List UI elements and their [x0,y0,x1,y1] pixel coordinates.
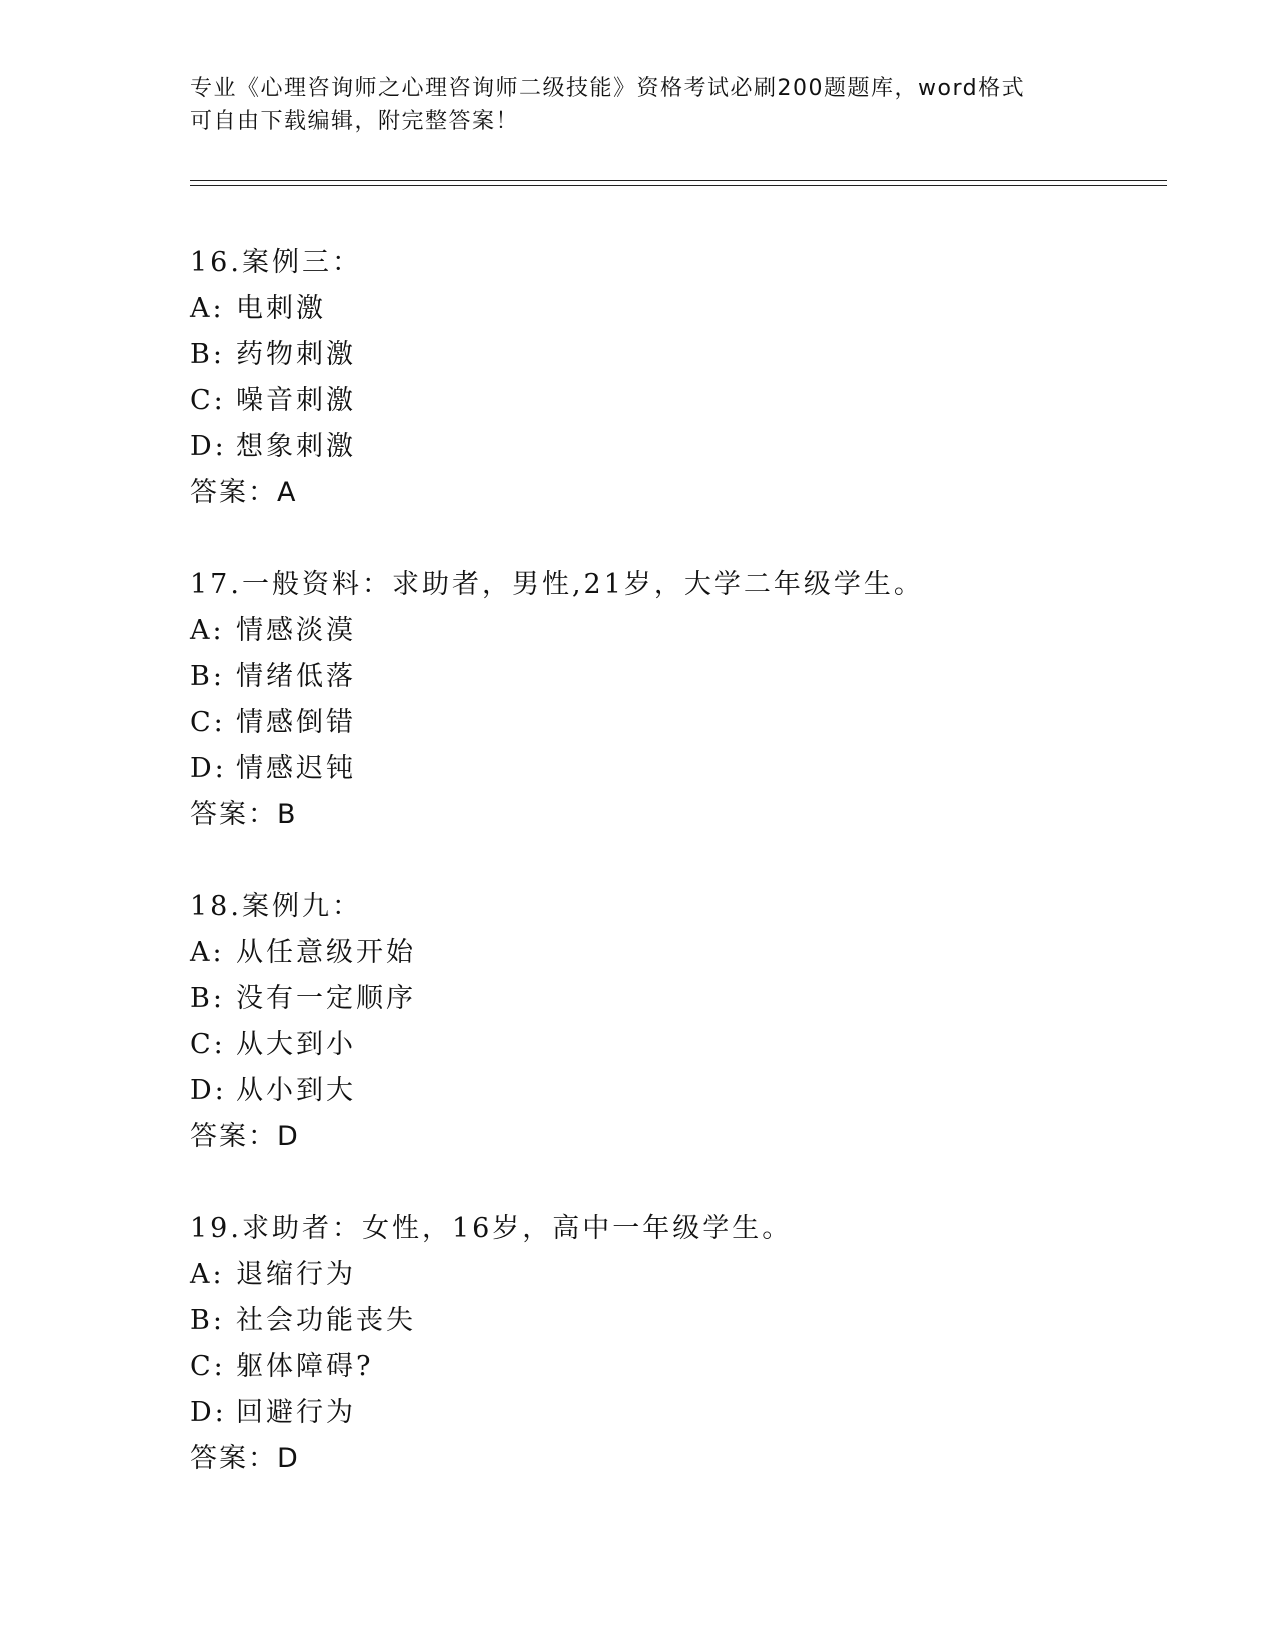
option-text: 社会功能丧失 [236,1305,416,1336]
option-text: 回避行为 [236,1397,356,1428]
header-line-2: 可自由下载编辑，附完整答案！ [190,109,520,134]
option-letter: B: [190,661,225,692]
question-number: 19. [190,1213,242,1244]
option-text: 从任意级开始 [236,937,416,968]
option-letter: B: [190,339,225,370]
option-letter: B: [190,1305,225,1336]
option-letter: A: [190,1259,225,1290]
option-text: 退缩行为 [236,1259,356,1290]
option-a [190,930,1150,976]
option-letter: C: [190,1029,226,1060]
option-letter: D: [190,431,227,462]
question-stem [190,884,1150,930]
option-d [190,424,1150,470]
option-text: 想象刺激 [236,431,356,462]
option-text: 情感倒错 [236,707,356,738]
question-text: 案例九： [241,891,362,922]
option-d [190,1068,1150,1114]
question-18 [190,884,1150,1160]
option-c [190,1344,1150,1390]
option-letter: D: [190,1075,227,1106]
question-stem [190,240,1150,286]
option-a [190,1252,1150,1298]
option-text: 噪音刺激 [236,385,356,416]
option-letter: B: [190,983,225,1014]
option-text: 电刺激 [236,293,326,324]
option-d [190,746,1150,792]
document-header [190,72,1090,138]
option-letter: D: [190,753,227,784]
answer-line: 答案：D [190,1443,300,1474]
option-letter: C: [190,385,226,416]
option-letter: A: [190,937,225,968]
option-b [190,654,1150,700]
option-letter: A: [190,615,225,646]
answer-line: 答案：A [190,477,298,508]
option-text: 药物刺激 [236,339,356,370]
question-19 [190,1206,1150,1482]
question-text: 案例三： [241,247,362,278]
option-text: 情感迟钝 [236,753,356,784]
question-list [190,240,1150,1528]
option-text: 情绪低落 [236,661,356,692]
question-16 [190,240,1150,516]
option-text: 从小到大 [236,1075,356,1106]
option-b [190,976,1150,1022]
option-letter: C: [190,1351,226,1382]
question-17 [190,562,1150,838]
header-divider-bottom [190,185,1167,186]
option-c [190,378,1150,424]
answer-line: 答案：B [190,799,298,830]
header-divider-top [190,180,1167,181]
option-text: 没有一定顺序 [236,983,416,1014]
option-text: 情感淡漠 [236,615,356,646]
question-stem [190,562,1150,608]
question-number: 18. [190,891,242,922]
option-letter: D: [190,1397,227,1428]
option-letter: A: [190,293,225,324]
option-b [190,1298,1150,1344]
option-d [190,1390,1150,1436]
option-text: 躯体障碍? [236,1351,374,1382]
question-text: 求助者：女性，16岁，高中一年级学生。 [241,1213,793,1244]
option-letter: C: [190,707,226,738]
question-text: 一般资料：求助者，男性,21岁，大学二年级学生。 [241,569,924,600]
option-a [190,286,1150,332]
question-number: 17. [190,569,242,600]
option-a [190,608,1150,654]
answer-line: 答案：D [190,1121,300,1152]
question-number: 16. [190,247,242,278]
question-stem [190,1206,1150,1252]
header-line-1: 专业《心理咨询师之心理咨询师二级技能》资格考试必刷200题题库，word格式 [190,76,1026,101]
option-b [190,332,1150,378]
option-text: 从大到小 [236,1029,356,1060]
option-c [190,1022,1150,1068]
option-c [190,700,1150,746]
